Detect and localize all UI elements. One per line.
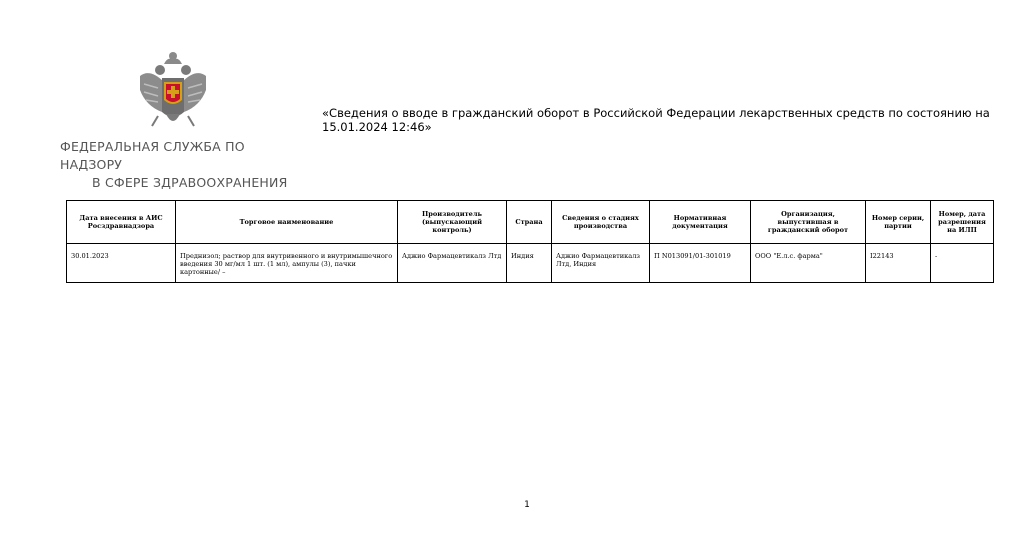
col-header-date: Дата внесения в АИС Росздравнадзора bbox=[67, 201, 176, 244]
double-headed-eagle-emblem-icon bbox=[136, 50, 210, 134]
col-header-organization: Организация, выпустившая в гражданский оборот bbox=[751, 201, 866, 244]
report-title: «Сведения о вводе в гражданский оборот в Российской Федерации лекарственных средств по состоянию на 15.01.2024 12:46» bbox=[322, 106, 990, 134]
cell-country: Индия bbox=[507, 244, 552, 283]
page-number: 1 bbox=[524, 500, 530, 510]
cell-manufacturer: Аджио Фармацевтикалз Лтд bbox=[398, 244, 507, 283]
table-row bbox=[67, 244, 994, 283]
col-header-production-stages: Сведения о стадиях производства bbox=[552, 201, 650, 244]
agency-name bbox=[60, 138, 300, 192]
cell-trade-name: Преднизол; раствор для внутривенного и внутримышечного введения 30 мг/мл 1 шт. (1 мл), ампулы (3), пачки картонные/ – bbox=[176, 244, 398, 283]
cell-permit: - bbox=[931, 244, 994, 283]
cell-normative-doc: П N013091/01-301019 bbox=[650, 244, 751, 283]
registry-table bbox=[66, 200, 994, 283]
col-header-normative-doc: Нормативная документация bbox=[650, 201, 751, 244]
cell-organization: ООО "Е.л.с. фарма" bbox=[751, 244, 866, 283]
cell-production-stages: Аджио Фармацевтикалз Лтд, Индия bbox=[552, 244, 650, 283]
col-header-permit: Номер, дата разрешения на ИЛП bbox=[931, 201, 994, 244]
col-header-country: Страна bbox=[507, 201, 552, 244]
col-header-batch: Номер серии, партии bbox=[866, 201, 931, 244]
table-header-row bbox=[67, 201, 994, 244]
col-header-trade-name: Торговое наименование bbox=[176, 201, 398, 244]
col-header-manufacturer: Производитель (выпускающий контроль) bbox=[398, 201, 507, 244]
agency-name-line1: ФЕДЕРАЛЬНАЯ СЛУЖБА ПО НАДЗОРУ bbox=[60, 139, 245, 172]
agency-name-line2: В СФЕРЕ ЗДРАВООХРАНЕНИЯ bbox=[92, 175, 288, 190]
cell-date: 30.01.2023 bbox=[67, 244, 176, 283]
cell-batch: I22143 bbox=[866, 244, 931, 283]
